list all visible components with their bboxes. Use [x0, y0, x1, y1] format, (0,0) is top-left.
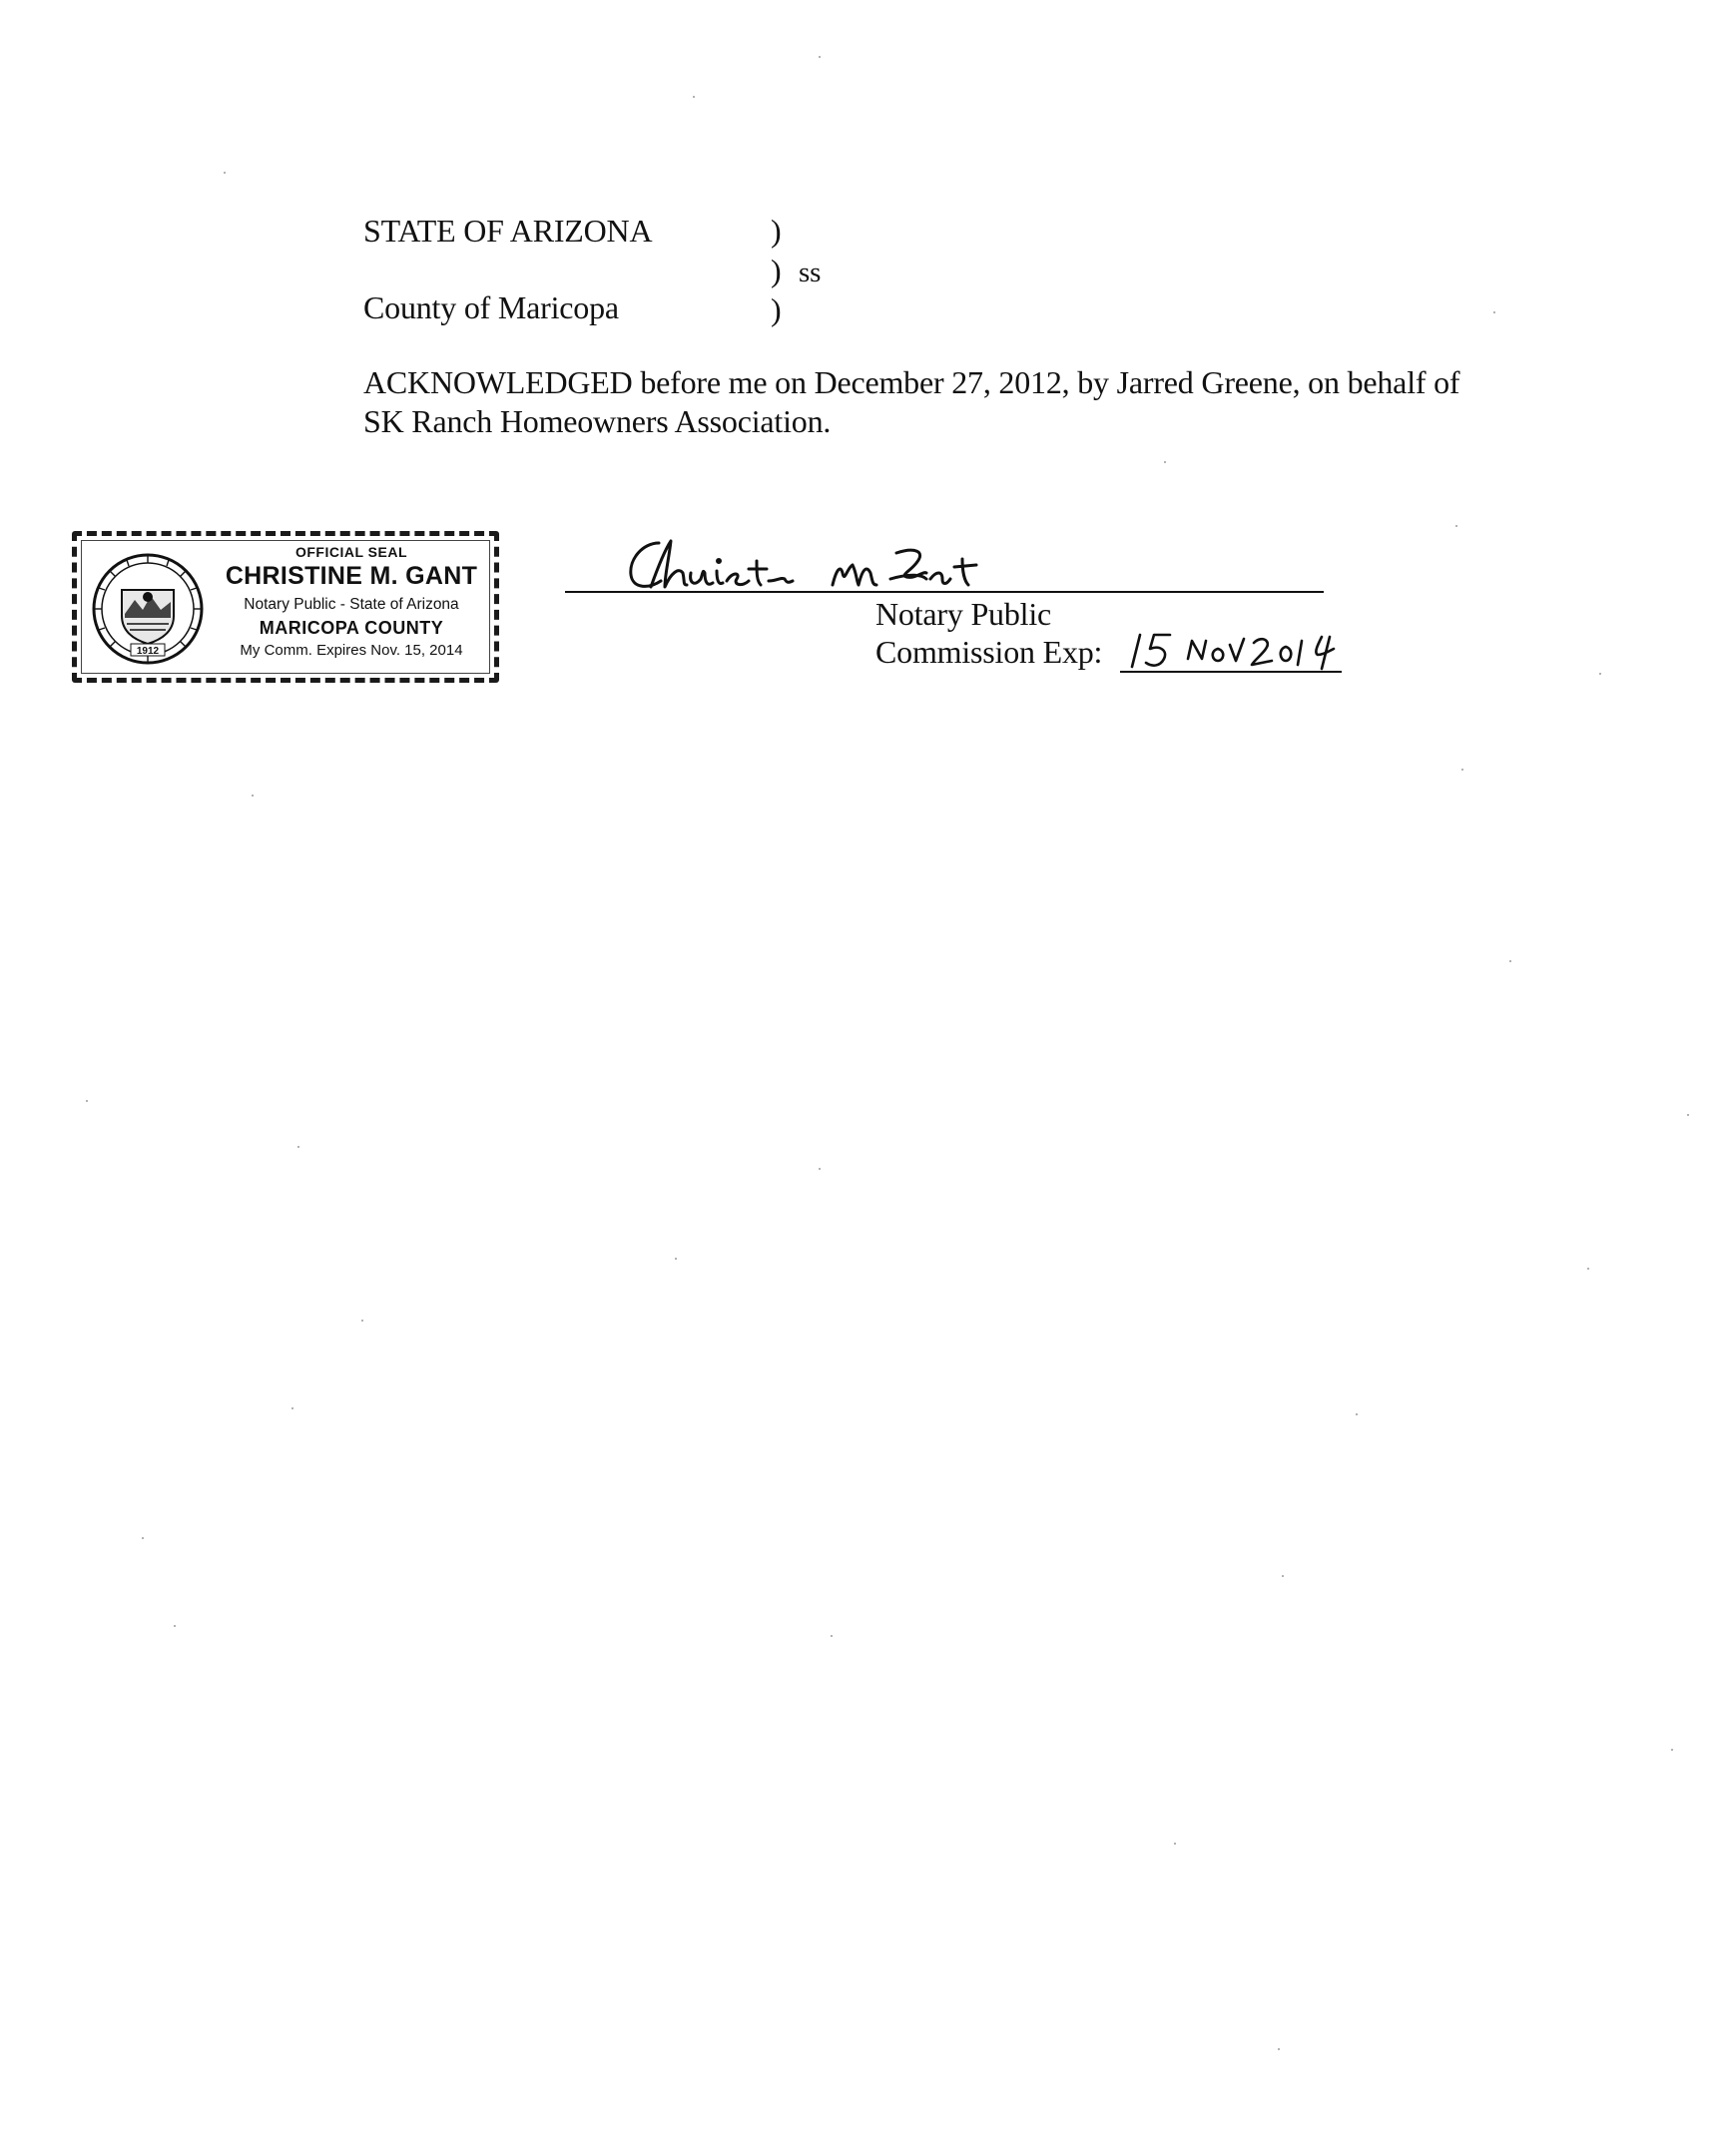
acknowledgment-line: ACKNOWLEDGED before me on December 27, 2012, by Jarred Greene, on behalf of: [363, 364, 1460, 400]
scan-speck: [142, 1537, 144, 1539]
scan-speck: [1461, 769, 1463, 771]
scan-speck: [1493, 311, 1495, 313]
scan-speck: [675, 1258, 677, 1260]
handwritten-signature: [621, 529, 1000, 599]
scan-speck: [1671, 1749, 1673, 1751]
commission-exp-line: [1120, 671, 1342, 673]
seal-expiration: My Comm. Expires Nov. 15, 2014: [240, 642, 463, 659]
scan-speck: [1278, 2048, 1280, 2050]
seal-county: MARICOPA COUNTY: [259, 618, 444, 638]
scan-speck: [1164, 461, 1166, 463]
handwritten-commission-date: [1126, 627, 1346, 673]
scan-speck: [297, 1146, 299, 1148]
acknowledgment-line: SK Ranch Homeowners Association.: [363, 403, 832, 439]
scan-speck: [819, 1168, 821, 1170]
scan-speck: [1509, 960, 1511, 962]
venue-paren: ): [771, 213, 782, 249]
scan-speck: [693, 96, 695, 98]
scan-speck: [86, 1100, 88, 1102]
scan-speck: [831, 1635, 833, 1637]
venue-paren: ): [771, 253, 782, 288]
scan-speck: [361, 1320, 363, 1322]
notary-public-label: Notary Public: [875, 596, 1052, 632]
scan-speck: [252, 795, 254, 797]
scan-speck: [1282, 1575, 1284, 1577]
scan-speck: [1599, 673, 1601, 675]
venue-state-line: STATE OF ARIZONA: [363, 213, 653, 249]
notary-seal-stamp: [72, 531, 499, 683]
great-seal-of-arizona-icon: [91, 552, 205, 666]
scan-speck: [1587, 1268, 1589, 1270]
seal-notary-title: Notary Public - State of Arizona: [244, 596, 459, 613]
seal-emblem-year: 1912: [136, 646, 160, 657]
seal-notary-name: CHRISTINE M. GANT: [225, 562, 478, 590]
commission-exp-label: Commission Exp:: [875, 634, 1103, 670]
venue-county-line: County of Maricopa: [363, 289, 619, 325]
scan-speck: [1356, 1413, 1358, 1415]
scan-speck: [291, 1407, 293, 1409]
scan-speck: [174, 1625, 176, 1627]
scan-speck: [1455, 525, 1457, 527]
signature-line: [565, 591, 1324, 593]
scan-speck: [819, 56, 821, 58]
venue-paren: ): [771, 291, 782, 327]
seal-heading: OFFICIAL SEAL: [294, 544, 408, 560]
scan-speck: [224, 172, 226, 174]
venue-ss: ss: [799, 257, 822, 288]
scan-speck: [1174, 1843, 1176, 1845]
scan-speck: [1687, 1114, 1689, 1116]
